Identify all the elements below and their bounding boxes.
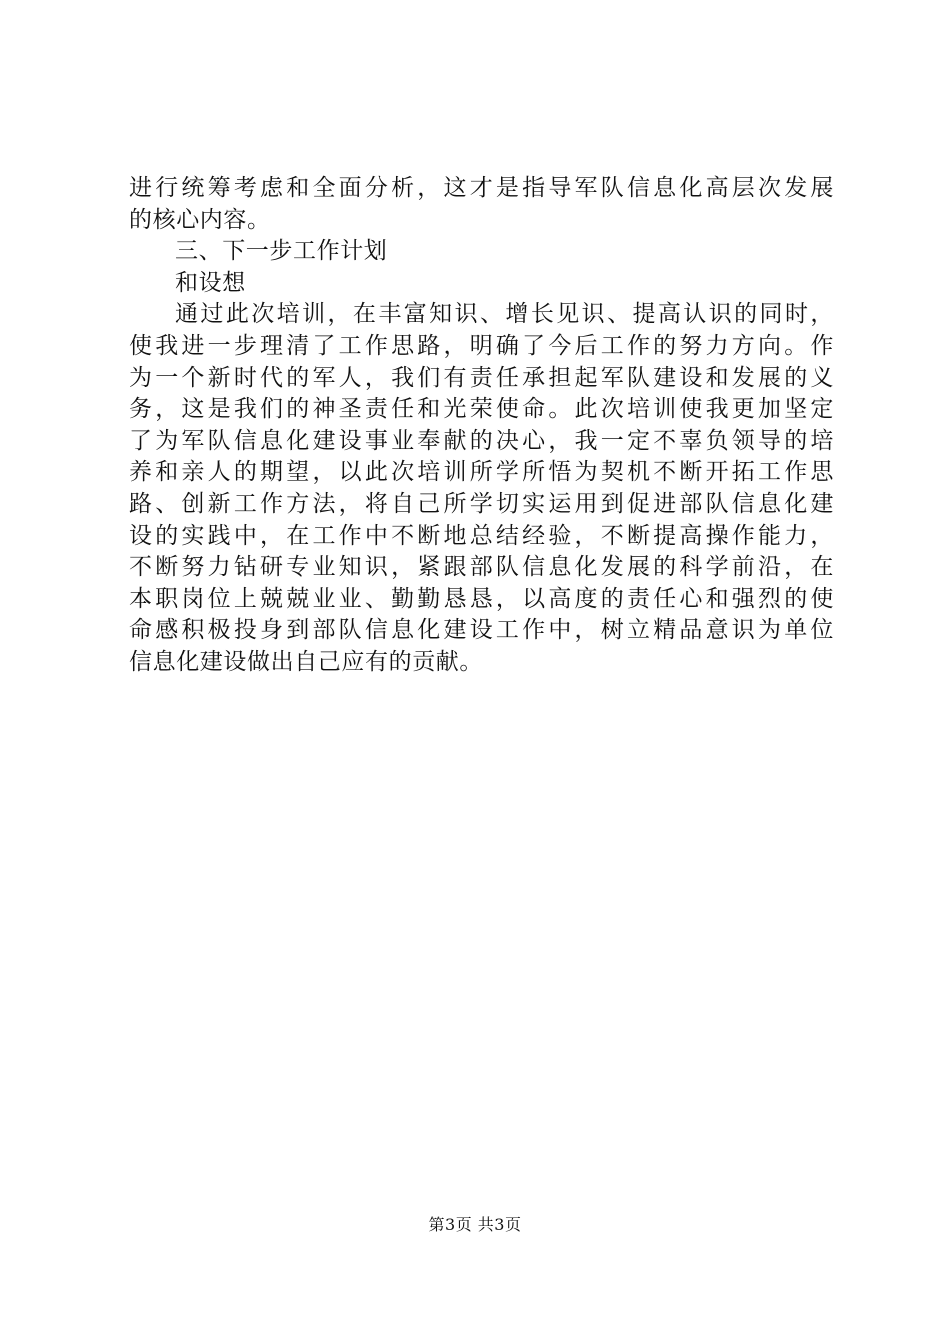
text-line: 了为军队信息化建设事业奉献的决心，我一定不辜负领导的培 <box>129 427 834 454</box>
page-number-footer: 第3页 共3页 <box>428 1215 522 1234</box>
text-line: 的核心内容。 <box>129 206 271 233</box>
text-line: 为一个新时代的军人，我们有责任承担起军队建设和发展的义 <box>129 364 834 391</box>
text-line: 不断努力钻研专业知识，紧跟部队信息化发展的科学前沿，在 <box>129 554 834 581</box>
text-line: 信息化建设做出自己应有的贡献。 <box>129 648 483 675</box>
text-line: 养和亲人的期望，以此次培训所学所悟为契机不断开拓工作思 <box>129 459 834 486</box>
section-heading-continuation: 和设想 <box>175 269 246 296</box>
document-body <box>129 173 834 679</box>
text-line: 设的实践中，在工作中不断地总结经验，不断提高操作能力， <box>129 522 834 549</box>
text-line: 进行统筹考虑和全面分析，这才是指导军队信息化高层次发展 <box>129 175 834 201</box>
text-line: 路、创新工作方法，将自己所学切实运用到促进部队信息化建 <box>129 490 834 517</box>
paragraph-first-line: 通过此次培训，在丰富知识、增长见识、提高认识的同时， <box>175 301 834 328</box>
text-line: 务，这是我们的神圣责任和光荣使命。此次培训使我更加坚定 <box>129 396 834 423</box>
section-heading: 三、下一步工作计划 <box>175 238 388 265</box>
text-line: 命感积极投身到部队信息化建设工作中，树立精品意识为单位 <box>129 617 834 644</box>
text-line: 使我进一步理清了工作思路，明确了今后工作的努力方向。作 <box>129 332 834 359</box>
text-line: 本职岗位上兢兢业业、勤勤恳恳，以高度的责任心和强烈的使 <box>129 585 834 612</box>
